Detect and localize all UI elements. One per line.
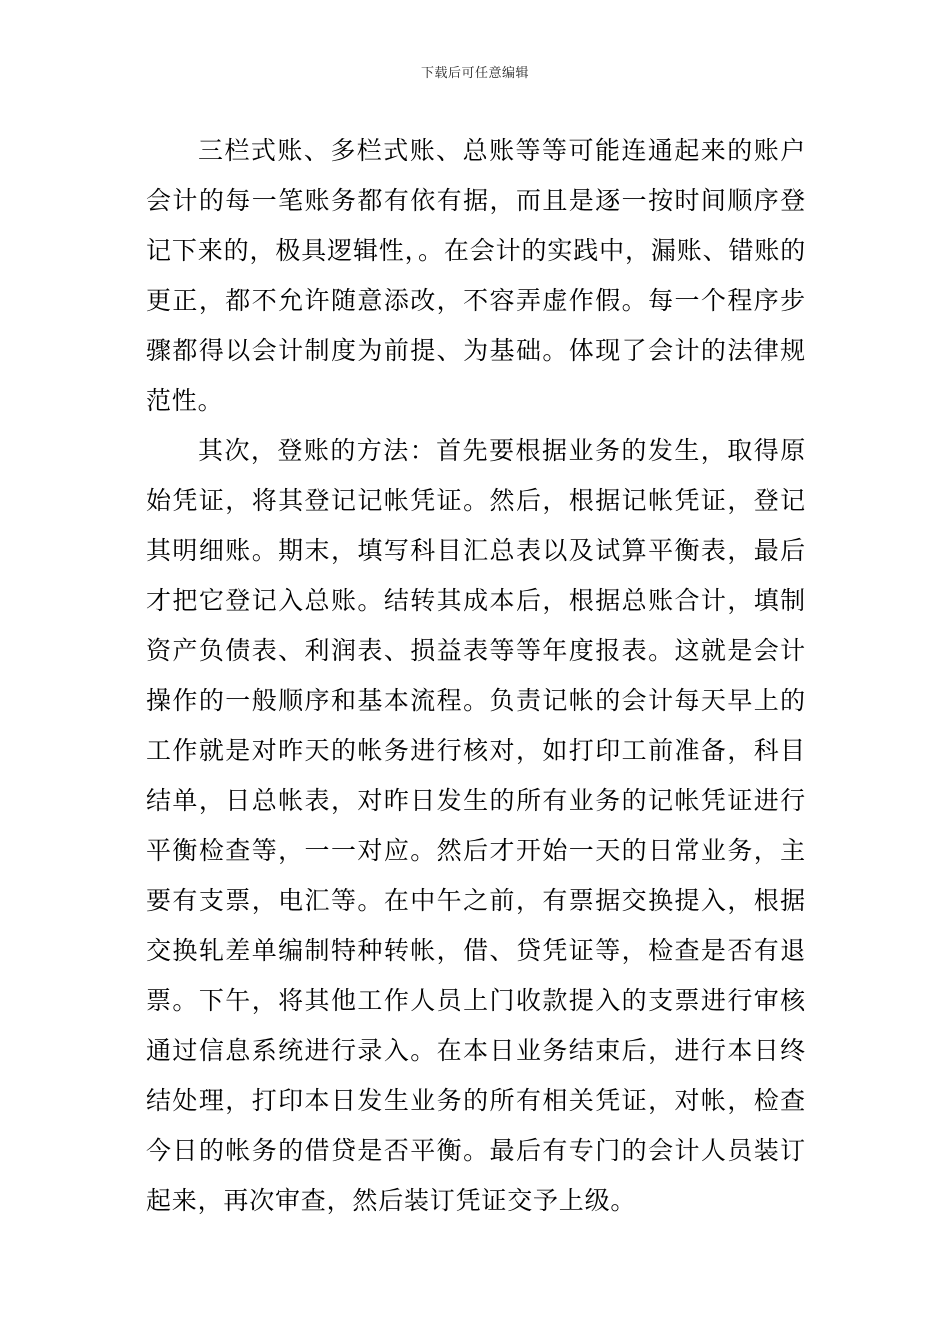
document-body [146, 126, 806, 1226]
page-header: 下载后可任意编辑 [420, 66, 529, 81]
paragraph-1: 三栏式账、多栏式账、总账等等可能连通起来的账户会计的每一笔账务都有依有据，而且是逐一按时间顺序登记下来的，极具逻辑性，。在会计的实践中，漏账、错账的更正，都不允许随意添改，不容弄虚作假。每一个程序步骤都得以会计制度为前提、为基础。体现了会计的法律规范性。 [146, 136, 806, 415]
paragraph-2: 其次，登账的方法：首先要根据业务的发生，取得原始凭证，将其登记记帐凭证。然后，根据记帐凭证，登记其明细账。期末，填写科目汇总表以及试算平衡表，最后才把它登记入总账。结转其成本后，根据总账合计，填制资产负债表、利润表、损益表等等年度报表。这就是会计操作的一般顺序和基本流程。负责记帐的会计每天早上的工作就是对昨天的帐务进行核对，如打印工前准备，科目结单，日总帐表，对昨日发生的所有业务的记帐凭证进行平衡检查等，一一对应。然后才开始一天的日常业务，主要有支票，电汇等。在中午之前，有票据交换提入，根据交换轧差单编制特种转帐，借、贷凭证等，检查是否有退票。下午，将其他工作人员上门收款提入的支票进行审核通过信息系统进行录入。在本日业务结束后，进行本日终结处理，打印本日发生业务的所有相关凭证，对帐，检查今日的帐务的借贷是否平衡。最后有专门的会计人员装订起来，再次审查，然后装订凭证交予上级。 [146, 436, 806, 1215]
